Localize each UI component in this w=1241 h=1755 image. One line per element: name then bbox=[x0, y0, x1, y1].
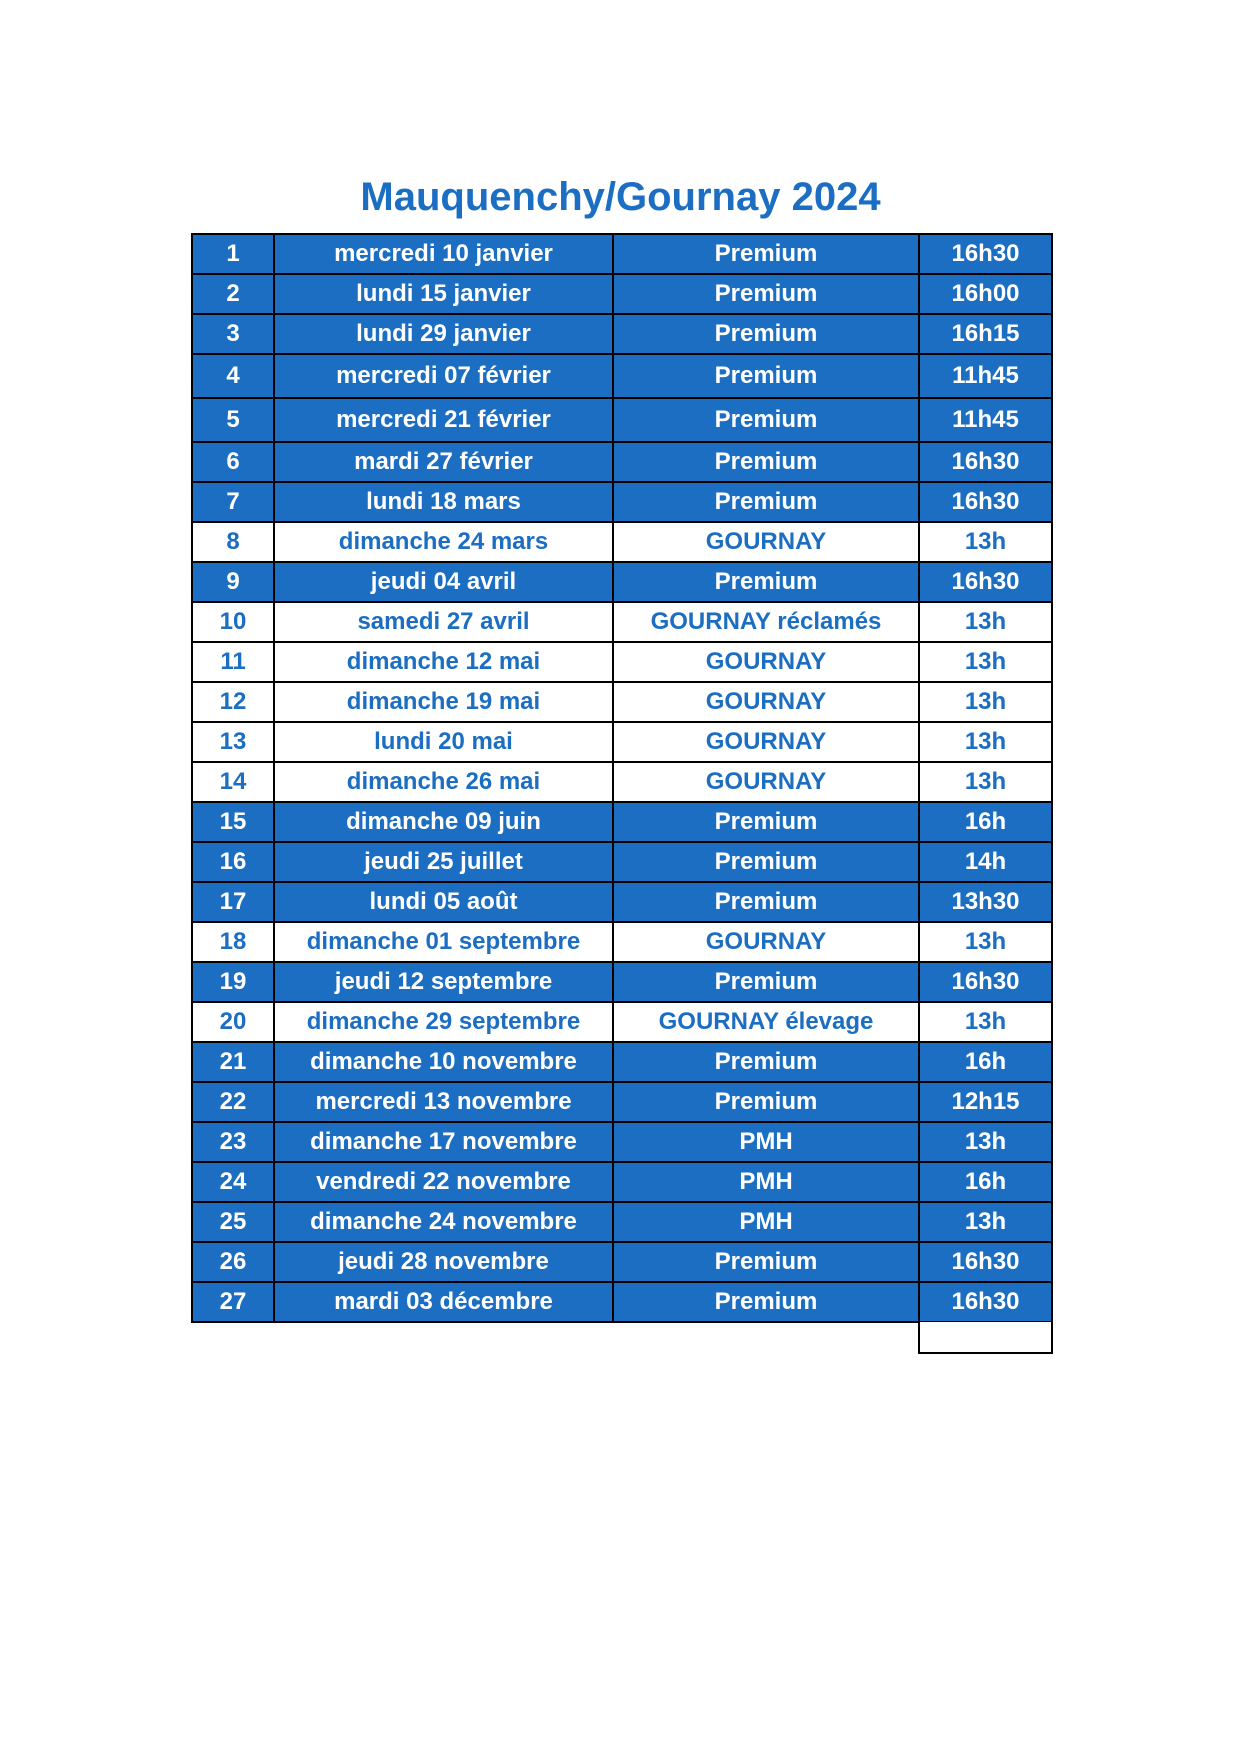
row-type: Premium bbox=[613, 274, 919, 314]
row-type: Premium bbox=[613, 234, 919, 274]
row-number: 21 bbox=[192, 1042, 274, 1082]
table-row bbox=[192, 1042, 1052, 1082]
row-date: dimanche 09 juin bbox=[274, 802, 613, 842]
row-time: 16h bbox=[919, 802, 1052, 842]
row-type: GOURNAY élevage bbox=[613, 1002, 919, 1042]
row-date: mardi 03 décembre bbox=[274, 1282, 613, 1322]
row-time: 13h bbox=[919, 522, 1052, 562]
row-time: 16h30 bbox=[919, 562, 1052, 602]
row-type: GOURNAY bbox=[613, 642, 919, 682]
empty-trailing-cell bbox=[918, 1322, 1053, 1354]
row-date: dimanche 29 septembre bbox=[274, 1002, 613, 1042]
row-time: 12h15 bbox=[919, 1082, 1052, 1122]
table-row bbox=[192, 562, 1052, 602]
row-type: Premium bbox=[613, 1242, 919, 1282]
table-row bbox=[192, 398, 1052, 442]
row-number: 27 bbox=[192, 1282, 274, 1322]
row-date: lundi 15 janvier bbox=[274, 274, 613, 314]
row-number: 7 bbox=[192, 482, 274, 522]
row-time: 11h45 bbox=[919, 354, 1052, 398]
row-number: 10 bbox=[192, 602, 274, 642]
row-number: 14 bbox=[192, 762, 274, 802]
row-date: jeudi 04 avril bbox=[274, 562, 613, 602]
row-number: 24 bbox=[192, 1162, 274, 1202]
table-row bbox=[192, 722, 1052, 762]
schedule-table bbox=[191, 233, 1053, 1323]
row-date: dimanche 19 mai bbox=[274, 682, 613, 722]
row-type: Premium bbox=[613, 482, 919, 522]
row-number: 4 bbox=[192, 354, 274, 398]
table-row bbox=[192, 642, 1052, 682]
schedule-body bbox=[192, 234, 1052, 1322]
row-date: lundi 18 mars bbox=[274, 482, 613, 522]
row-time: 16h30 bbox=[919, 482, 1052, 522]
row-type: GOURNAY bbox=[613, 922, 919, 962]
row-number: 9 bbox=[192, 562, 274, 602]
row-date: lundi 05 août bbox=[274, 882, 613, 922]
row-type: Premium bbox=[613, 882, 919, 922]
row-time: 13h bbox=[919, 682, 1052, 722]
row-number: 3 bbox=[192, 314, 274, 354]
row-time: 16h30 bbox=[919, 234, 1052, 274]
row-number: 5 bbox=[192, 398, 274, 442]
row-type: Premium bbox=[613, 398, 919, 442]
table-row bbox=[192, 354, 1052, 398]
row-type: PMH bbox=[613, 1162, 919, 1202]
row-type: GOURNAY bbox=[613, 722, 919, 762]
row-date: mercredi 07 février bbox=[274, 354, 613, 398]
row-date: mercredi 10 janvier bbox=[274, 234, 613, 274]
row-time: 13h bbox=[919, 642, 1052, 682]
row-date: mardi 27 février bbox=[274, 442, 613, 482]
row-time: 16h30 bbox=[919, 962, 1052, 1002]
row-time: 16h30 bbox=[919, 1242, 1052, 1282]
row-date: vendredi 22 novembre bbox=[274, 1162, 613, 1202]
row-type: Premium bbox=[613, 562, 919, 602]
table-row bbox=[192, 1282, 1052, 1322]
table-row bbox=[192, 442, 1052, 482]
row-time: 13h bbox=[919, 1002, 1052, 1042]
row-date: dimanche 12 mai bbox=[274, 642, 613, 682]
row-date: lundi 20 mai bbox=[274, 722, 613, 762]
row-date: dimanche 24 novembre bbox=[274, 1202, 613, 1242]
row-type: Premium bbox=[613, 1282, 919, 1322]
row-number: 8 bbox=[192, 522, 274, 562]
table-row bbox=[192, 802, 1052, 842]
row-time: 13h bbox=[919, 762, 1052, 802]
row-type: Premium bbox=[613, 1082, 919, 1122]
row-number: 26 bbox=[192, 1242, 274, 1282]
row-time: 13h bbox=[919, 1122, 1052, 1162]
row-type: GOURNAY bbox=[613, 682, 919, 722]
table-row bbox=[192, 314, 1052, 354]
table-row bbox=[192, 762, 1052, 802]
row-type: GOURNAY bbox=[613, 762, 919, 802]
row-number: 16 bbox=[192, 842, 274, 882]
row-time: 11h45 bbox=[919, 398, 1052, 442]
table-row bbox=[192, 922, 1052, 962]
row-type: Premium bbox=[613, 354, 919, 398]
table-row bbox=[192, 1082, 1052, 1122]
page-title: Mauquenchy/Gournay 2024 bbox=[360, 175, 881, 219]
row-time: 13h bbox=[919, 922, 1052, 962]
row-date: dimanche 01 septembre bbox=[274, 922, 613, 962]
table-row bbox=[192, 682, 1052, 722]
row-date: dimanche 10 novembre bbox=[274, 1042, 613, 1082]
row-number: 23 bbox=[192, 1122, 274, 1162]
row-time: 16h15 bbox=[919, 314, 1052, 354]
row-date: lundi 29 janvier bbox=[274, 314, 613, 354]
row-date: jeudi 12 septembre bbox=[274, 962, 613, 1002]
table-row bbox=[192, 234, 1052, 274]
row-type: Premium bbox=[613, 802, 919, 842]
row-time: 13h30 bbox=[919, 882, 1052, 922]
row-date: dimanche 24 mars bbox=[274, 522, 613, 562]
table-row bbox=[192, 1162, 1052, 1202]
row-type: GOURNAY bbox=[613, 522, 919, 562]
table-row bbox=[192, 1002, 1052, 1042]
row-type: Premium bbox=[613, 962, 919, 1002]
row-number: 17 bbox=[192, 882, 274, 922]
table-row bbox=[192, 842, 1052, 882]
table-row bbox=[192, 522, 1052, 562]
row-type: GOURNAY réclamés bbox=[613, 602, 919, 642]
row-number: 18 bbox=[192, 922, 274, 962]
row-date: dimanche 26 mai bbox=[274, 762, 613, 802]
row-date: samedi 27 avril bbox=[274, 602, 613, 642]
row-time: 16h30 bbox=[919, 1282, 1052, 1322]
row-time: 16h bbox=[919, 1162, 1052, 1202]
row-type: PMH bbox=[613, 1202, 919, 1242]
table-row bbox=[192, 1242, 1052, 1282]
row-date: jeudi 28 novembre bbox=[274, 1242, 613, 1282]
row-number: 6 bbox=[192, 442, 274, 482]
row-number: 25 bbox=[192, 1202, 274, 1242]
row-date: mercredi 21 février bbox=[274, 398, 613, 442]
row-number: 11 bbox=[192, 642, 274, 682]
table-row bbox=[192, 1202, 1052, 1242]
row-type: Premium bbox=[613, 1042, 919, 1082]
row-date: mercredi 13 novembre bbox=[274, 1082, 613, 1122]
table-row bbox=[192, 274, 1052, 314]
table-row bbox=[192, 882, 1052, 922]
row-date: dimanche 17 novembre bbox=[274, 1122, 613, 1162]
table-row bbox=[192, 482, 1052, 522]
row-time: 14h bbox=[919, 842, 1052, 882]
row-type: Premium bbox=[613, 842, 919, 882]
row-number: 20 bbox=[192, 1002, 274, 1042]
row-number: 13 bbox=[192, 722, 274, 762]
table-row bbox=[192, 962, 1052, 1002]
table-row bbox=[192, 1122, 1052, 1162]
row-time: 13h bbox=[919, 1202, 1052, 1242]
row-time: 13h bbox=[919, 722, 1052, 762]
table-row bbox=[192, 602, 1052, 642]
row-time: 13h bbox=[919, 602, 1052, 642]
row-type: Premium bbox=[613, 314, 919, 354]
row-number: 1 bbox=[192, 234, 274, 274]
row-number: 19 bbox=[192, 962, 274, 1002]
row-number: 12 bbox=[192, 682, 274, 722]
row-type: Premium bbox=[613, 442, 919, 482]
row-number: 22 bbox=[192, 1082, 274, 1122]
row-time: 16h bbox=[919, 1042, 1052, 1082]
row-time: 16h30 bbox=[919, 442, 1052, 482]
row-number: 2 bbox=[192, 274, 274, 314]
row-number: 15 bbox=[192, 802, 274, 842]
row-type: PMH bbox=[613, 1122, 919, 1162]
row-date: jeudi 25 juillet bbox=[274, 842, 613, 882]
row-time: 16h00 bbox=[919, 274, 1052, 314]
